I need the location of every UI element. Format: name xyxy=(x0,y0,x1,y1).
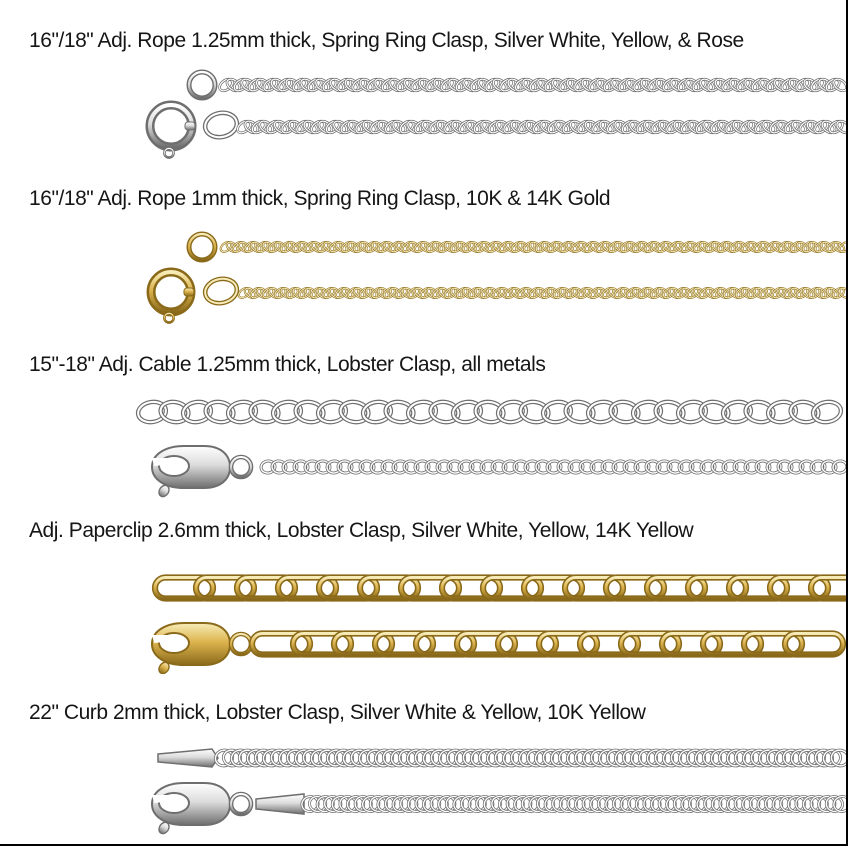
jump-ring xyxy=(189,234,215,260)
oval-ring xyxy=(203,276,239,306)
chain-photo-rope-silver xyxy=(0,56,846,174)
chain-photo-curb-silver xyxy=(0,730,846,846)
chain-caption: Adj. Paperclip 2.6mm thick, Lobster Clasp, Silver White, Yellow, 14K Yellow xyxy=(29,519,694,542)
chain-illustration xyxy=(0,556,846,674)
lobster-clasp xyxy=(152,446,251,499)
lobster-clasp xyxy=(152,623,251,674)
lobster-clasp xyxy=(152,783,251,836)
tapered-end-cap xyxy=(256,794,304,814)
chain-caption: 16"/18" Adj. Rope 1mm thick, Spring Ring Clasp, 10K & 14K Gold xyxy=(29,187,611,210)
chain-strand-cable xyxy=(136,400,842,425)
chain-strand-curb xyxy=(214,748,846,768)
chain-caption: 16"/18" Adj. Rope 1.25mm thick, Spring Ring Clasp, Silver White, Yellow, & Rose xyxy=(29,29,744,52)
chain-strand-rope xyxy=(217,77,846,93)
chain-photo-rope-gold xyxy=(0,216,846,334)
chain-strand-paperclip xyxy=(252,634,843,655)
chain-caption: 15"-18" Adj. Cable 1.25mm thick, Lobster Clasp, all metals xyxy=(29,353,546,376)
oval-ring xyxy=(203,110,239,140)
chain-strand-rope xyxy=(219,240,846,253)
chain-illustration xyxy=(0,56,846,174)
chain-strand-cable xyxy=(260,460,846,474)
spring-ring-clasp xyxy=(151,272,194,323)
chain-caption: 22" Curb 2mm thick, Lobster Clasp, Silver White & Yellow, 10K Yellow xyxy=(29,701,646,724)
chain-photo-cable-silver xyxy=(0,384,846,502)
chain-strand-curb xyxy=(300,795,846,814)
chain-illustration xyxy=(0,384,846,502)
chain-photo-paperclip-gold xyxy=(0,556,846,674)
chain-strand-rope xyxy=(237,286,846,299)
flat-tag-end xyxy=(158,749,218,767)
jump-ring xyxy=(189,72,215,98)
chain-illustration xyxy=(0,730,846,846)
chain-strand-paperclip xyxy=(155,578,846,599)
spring-ring-clasp xyxy=(150,105,195,158)
chain-strand-rope xyxy=(235,119,846,135)
chain-illustration xyxy=(0,216,846,334)
